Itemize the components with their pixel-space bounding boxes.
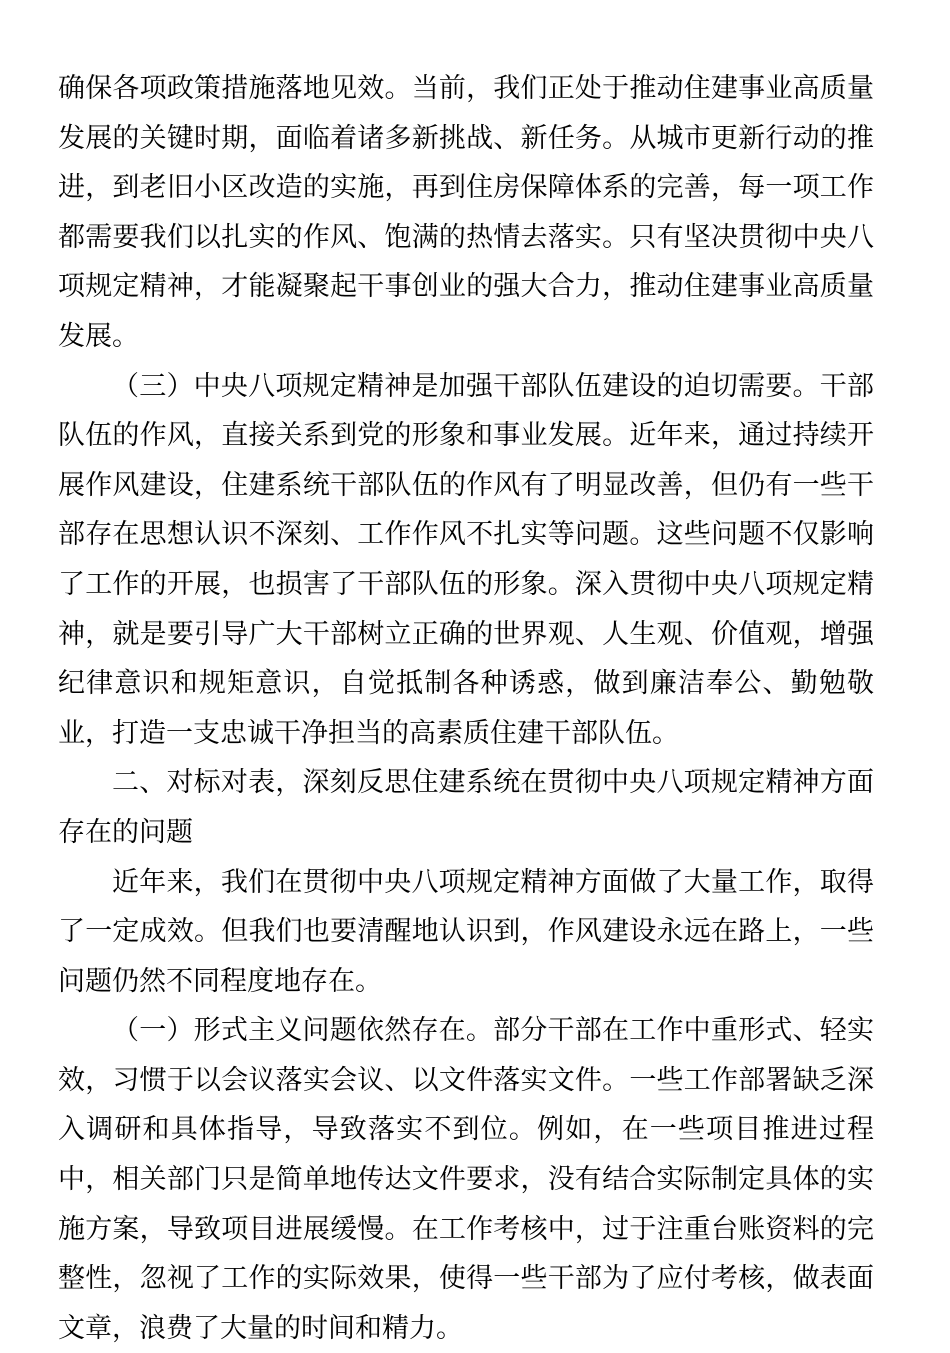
paragraph-cadre-team-building: （三）中央八项规定精神是加强干部队伍建设的迫切需要。干部队伍的作风，直接关系到党的形象和事业发展。近年来，通过持续开展作风建设，住建系统干部队伍的作风有了明显改善，但仍有一些干部存在思想认识不深刻、工作作风不扎实等问题。这些问题不仅影响了工作的开展，也损害了干部队伍的形象。深入贯彻中央八项规定精神，就是要引导广大干部树立正确的世界观、人生观、价值观，增强纪律意识和规矩意识，自觉抵制各种诱惑，做到廉洁奉公、勤勉敬业，打造一支忠诚干净担当的高素质住建干部队伍。 [58, 370, 874, 749]
paragraph-intro-problems: 近年来，我们在贯彻中央八项规定精神方面做了大量工作，取得了一定成效。但我们也要清醒地认识到，作风建设永远在路上，一些问题仍然不同程度地存在。 [58, 866, 874, 997]
section-heading-two: 二、对标对表，深刻反思住建系统在贯彻中央八项规定精神方面存在的问题 [58, 767, 874, 848]
paragraph-policy-implementation: 确保各项政策措施落地见效。当前，我们正处于推动住建事业高质量发展的关键时期，面临着诸多新挑战、新任务。从城市更新行动的推进，到老旧小区改造的实施，再到住房保障体系的完善，每一项工作都需要我们以扎实的作风、饱满的热情去落实。只有坚决贯彻中央八项规定精神，才能凝聚起干事创业的强大合力，推动住建事业高质量发展。 [58, 73, 874, 352]
paragraph-formalism-problem: （一）形式主义问题依然存在。部分干部在工作中重形式、轻实效，习惯于以会议落实会议、以文件落实文件。一些工作部署缺乏深入调研和具体指导，导致落实不到位。例如，在一些项目推进过程中，相关部门只是简单地传达文件要求，没有结合实际制定具体的实施方案，导致项目进展缓慢。在工作考核中，过于注重台账资料的完整性，忽视了工作的实际效果，使得一些干部为了应付考核，做表面文章，浪费了大量的时间和精力。 [58, 1015, 874, 1344]
